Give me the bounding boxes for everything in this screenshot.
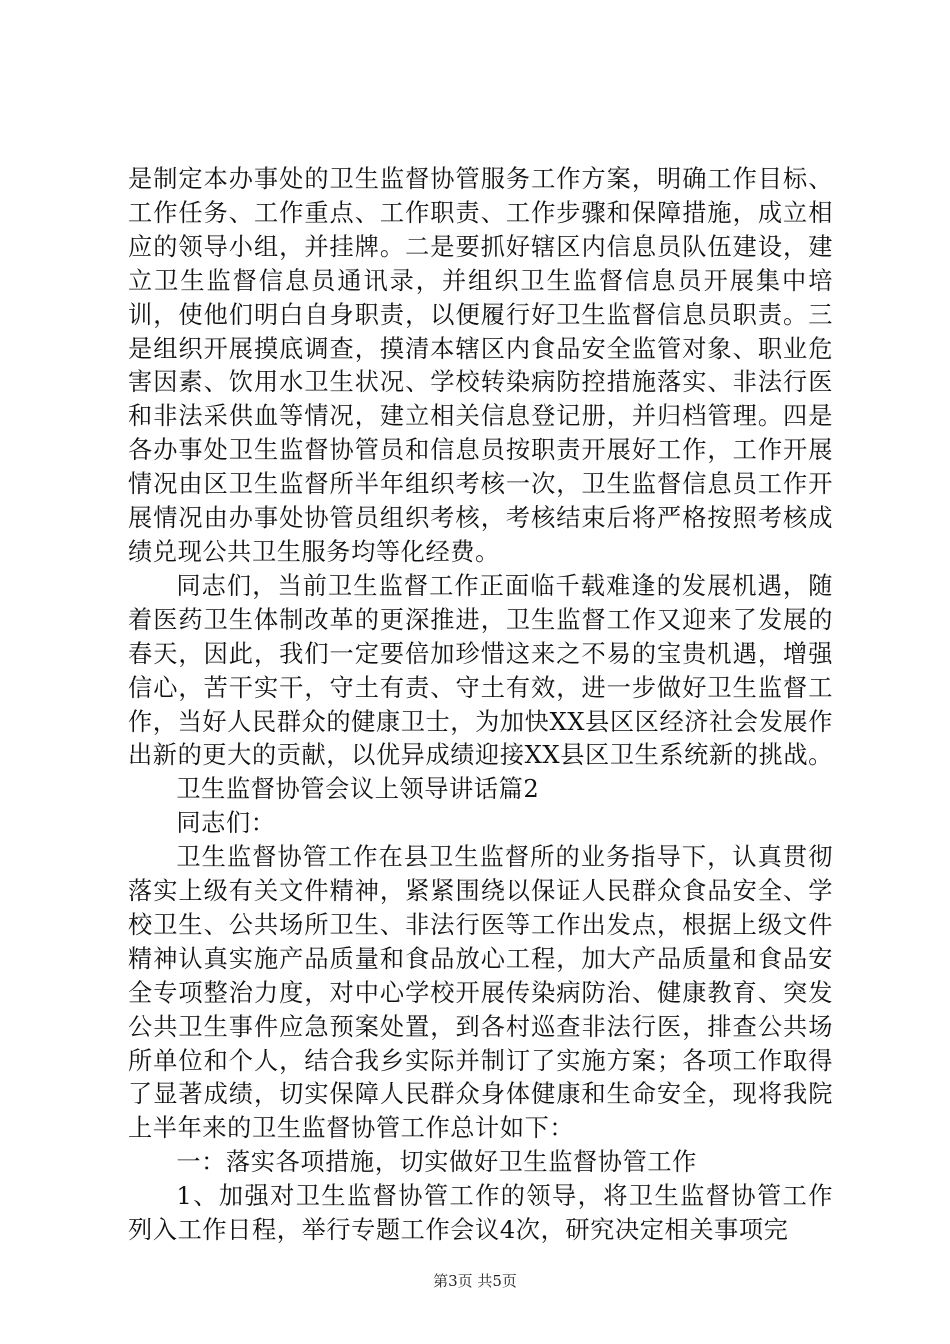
paragraph-summary: 卫生监督协管工作在县卫生监督所的业务指导下，认真贯彻落实上级有关文件精神，紧紧围绕以保证人民群众食品安全、学校卫生、公共场所卫生、非法行医等工作出发点，根据上级文件精神认真实施产品质量和食品放心工程，加大产品质量和食品安全专项整治力度，对中心学校开展传染病防治、健康教育、突发公共卫生事件应急预案处置，到各村巡查非法行医，排查公共场所单位和个人，结合我乡实际并制订了实施方案；各项工作取得了显著成绩，切实保障人民群众身体健康和生命安全，现将我院上半年来的卫生监督协管工作总计如下： [128,843,833,1143]
paragraph-closing-remarks: 同志们，当前卫生监督工作正面临千载难逢的发展机遇，随着医药卫生体制改革的更深推进，卫生监督工作又迎来了发展的春天，因此，我们一定要倍加珍惜这来之不易的宝贵机遇，增强信心，苦干实干，守土有责、守土有效，进一步做好卫生监督工作，当好人民群众的健康卫士，为加快XX县区区经济社会发展作出新的更大的贡献，以优异成绩迎接XX县区卫生系统新的挑战。 [128,571,833,770]
document-body [128,163,833,1248]
page-number: 第3页 共5页 [433,1272,517,1290]
section-title: 卫生监督协管会议上领导讲话篇2 [176,775,540,804]
paragraph-continued: 是制定本办事处的卫生监督协管服务工作方案，明确工作目标、工作任务、工作重点、工作职责、工作步骤和保障措施，成立相应的领导小组，并挂牌。二是要抓好辖区内信息员队伍建设，建立卫生监督信息员通讯录，并组织卫生监督信息员开展集中培训，使他们明白自身职责，以便履行好卫生监督信息员职责。三是组织开展摸底调查，摸清本辖区内食品安全监管对象、职业危害因素、饮用水卫生状况、学校转染病防控措施落实、非法行医和非法采供血等情况，建立相关信息登记册，并归档管理。四是各办事处卫生监督协管员和信息员按职责开展好工作，工作开展情况由区卫生监督所半年组织考核一次，卫生监督信息员工作开展情况由办事处协管员组织考核，考核结束后将严格按照考核成绩兑现公共卫生服务均等化经费。 [128,165,833,566]
subheading: 一：落实各项措施，切实做好卫生监督协管工作 [176,1148,697,1177]
list-item: 1、加强对卫生监督协管工作的领导，将卫生监督协管工作列入工作日程，举行专题工作会议4次，研究决定相关事项完 [128,1182,833,1245]
salutation: 同志们： [176,809,276,838]
